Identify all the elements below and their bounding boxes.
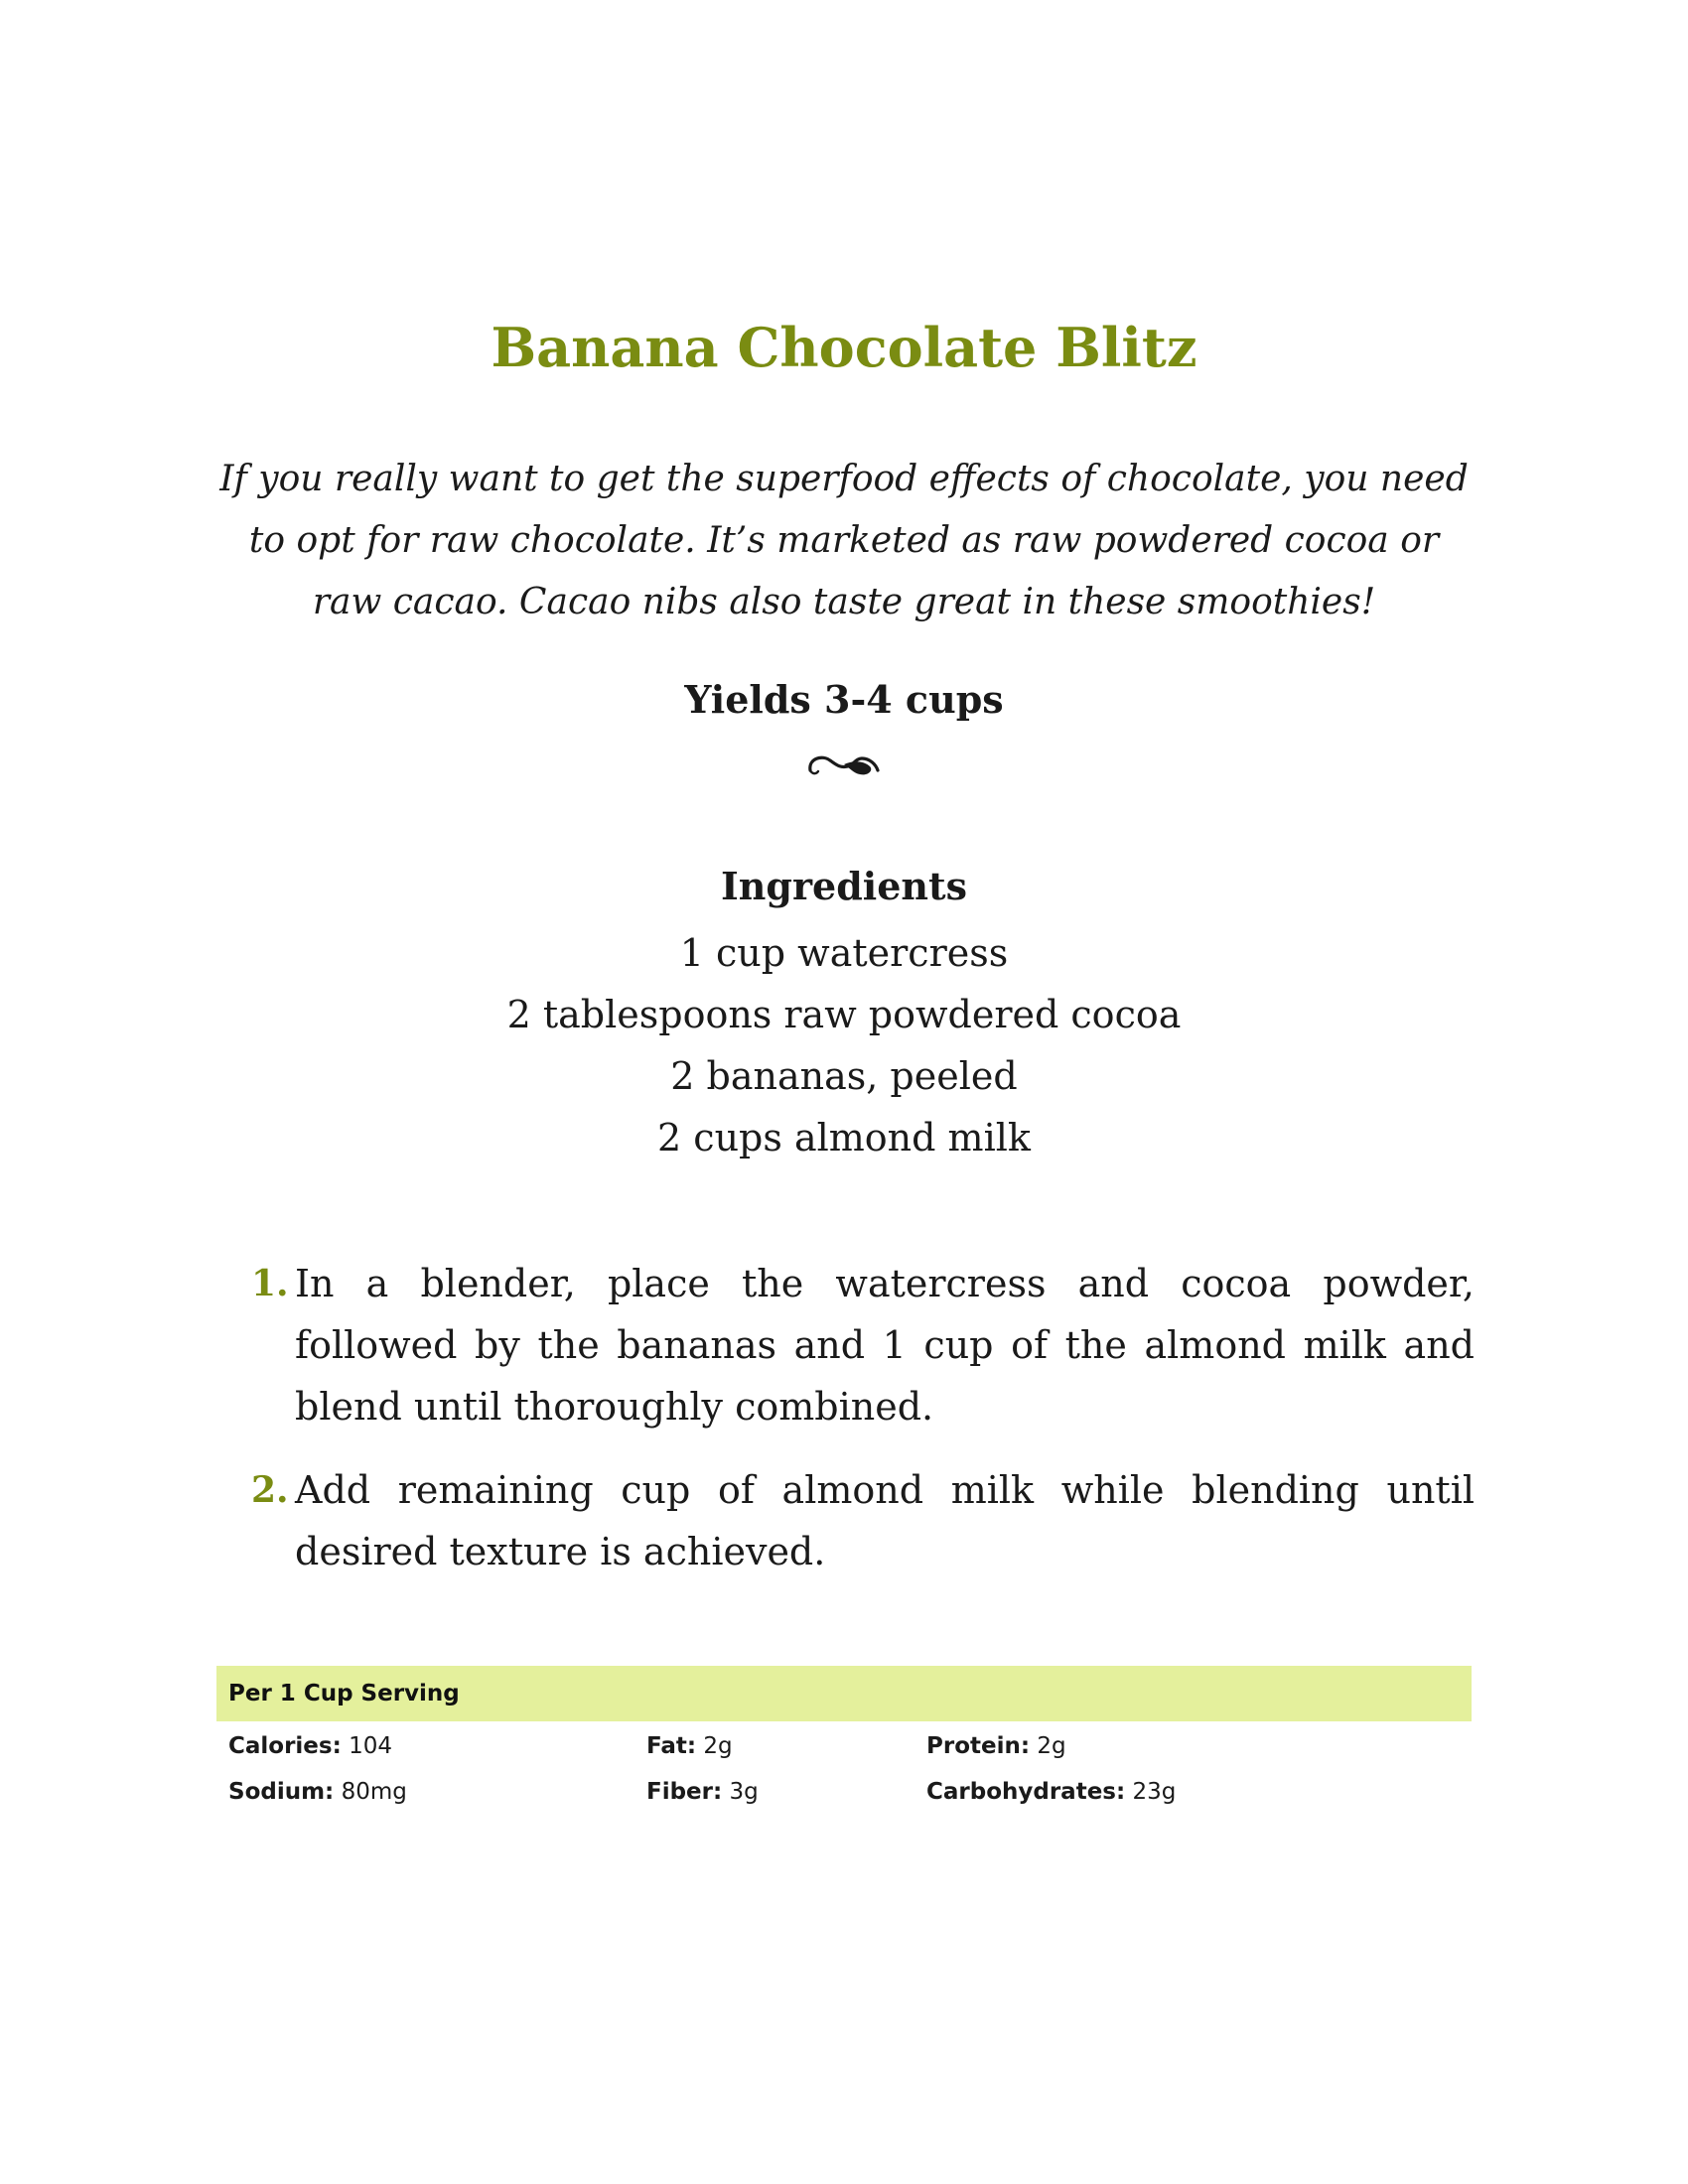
nutrition-value: 104: [349, 1733, 393, 1759]
nutrition-cell: [646, 1769, 759, 1815]
nutrition-row: [216, 1769, 1472, 1815]
nutrition-cell: [228, 1769, 407, 1815]
nutrition-label: Fat:: [646, 1733, 697, 1759]
ingredient-item: 2 tablespoons raw powdered cocoa: [506, 993, 1182, 1036]
nutrition-label: Calories:: [228, 1733, 342, 1759]
nutrition-value: 2g: [1037, 1733, 1066, 1759]
ingredient-item: 2 cups almond milk: [657, 1116, 1031, 1160]
ingredient-item: 1 cup watercress: [679, 931, 1009, 975]
nutrition-cell: [646, 1723, 733, 1769]
step-number: 1.: [251, 1263, 289, 1304]
instruction-step: [248, 1253, 1475, 1437]
nutrition-value: 3g: [729, 1779, 759, 1805]
ingredient-item: 2 bananas, peeled: [670, 1054, 1018, 1098]
nutrition-row: [216, 1723, 1472, 1769]
nutrition-value: 80mg: [341, 1779, 407, 1805]
ingredients-heading: Ingredients: [721, 864, 967, 908]
nutrition-header: Per 1 Cup Serving: [216, 1666, 1472, 1721]
recipe-title: Banana Chocolate Blitz: [491, 316, 1197, 379]
nutrition-table: [216, 1666, 1472, 1815]
nutrition-label: Fiber:: [646, 1779, 723, 1805]
step-text: Add remaining cup of almond milk while blending until desired texture is achieved.: [295, 1468, 1475, 1573]
recipe-intro: If you really want to get the superfood effects of chocolate, you need to opt for raw chocolate. It’s marketed as raw powdered cocoa or raw cacao. Cacao nibs also taste great in these smoothies!: [219, 459, 1469, 622]
nutrition-label: Protein:: [926, 1733, 1031, 1759]
flourish-ornament-icon: [804, 747, 884, 782]
nutrition-value: 2g: [703, 1733, 733, 1759]
nutrition-cell: [228, 1723, 392, 1769]
ingredients-list: [0, 922, 1688, 1168]
nutrition-label: Sodium:: [228, 1779, 335, 1805]
instruction-step: [248, 1459, 1475, 1582]
nutrition-cell: [926, 1723, 1066, 1769]
step-text: In a blender, place the watercress and cocoa powder, followed by the bananas and 1 cup of the almond milk and blend until thoroughly combined.: [295, 1262, 1475, 1429]
nutrition-label: Carbohydrates:: [926, 1779, 1126, 1805]
nutrition-cell: [926, 1769, 1176, 1815]
instructions-list: [248, 1253, 1475, 1604]
step-number: 2.: [251, 1469, 289, 1511]
recipe-yield: Yields 3-4 cups: [684, 677, 1004, 722]
nutrition-value: 23g: [1132, 1779, 1177, 1805]
